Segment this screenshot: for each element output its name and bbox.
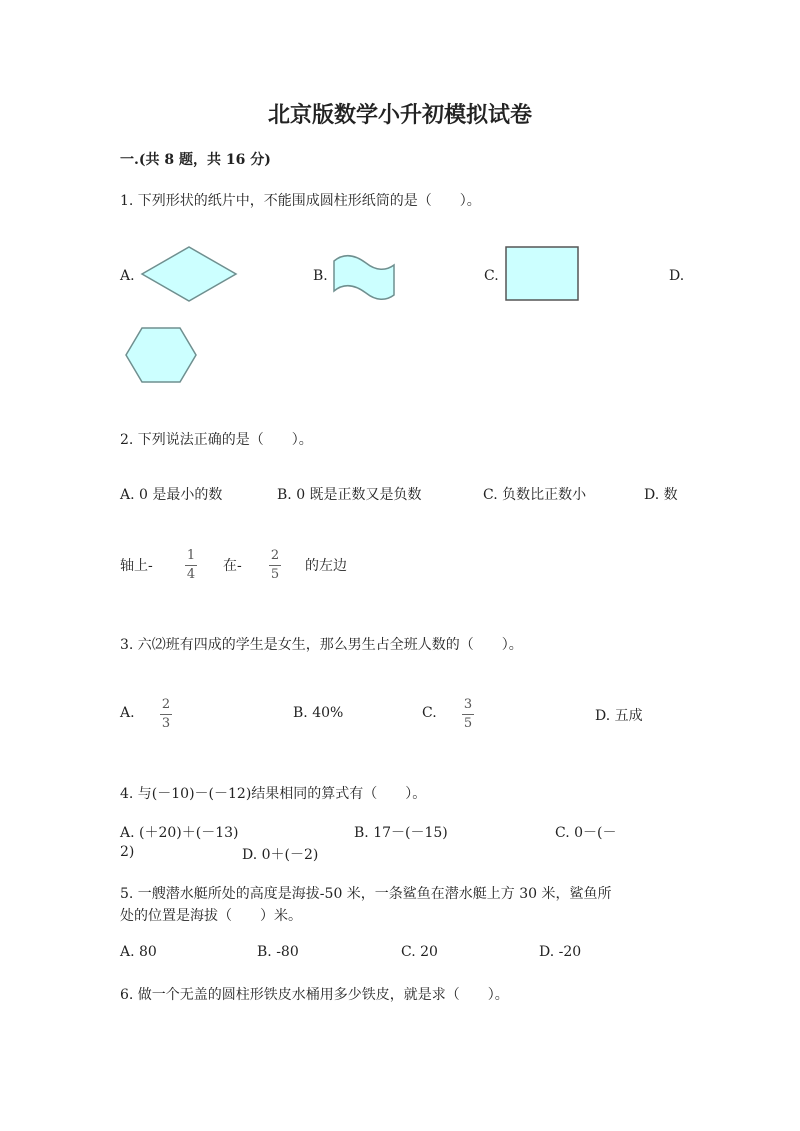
q3-option-a-fraction — [160, 698, 172, 731]
q1-wavy-sheet-shape — [332, 255, 396, 305]
q3-option-d: D. 五成 — [595, 708, 643, 724]
q5-option-c: C. 20 — [401, 944, 438, 960]
q3-option-a-label: A. — [120, 705, 135, 721]
question-5-line-1: 5. 一艘潜水艇所处的高度是海拔-50 米，一条鲨鱼在潜水艇上方 30 米，鲨鱼所 — [120, 886, 612, 902]
q2-option-d-cont-mid: 在- — [223, 558, 242, 574]
q2-option-b: B. 0 既是正数又是负数 — [277, 487, 422, 503]
fraction-bar — [462, 714, 474, 715]
q3-option-b: B. 40% — [293, 705, 344, 721]
q1-option-b-label: B. — [313, 268, 328, 284]
fraction-denominator: 5 — [270, 567, 280, 582]
fraction-numerator: 1 — [186, 548, 196, 563]
q2-option-d-cont-start: 轴上- — [120, 558, 153, 574]
question-1-text: 1. 下列形状的纸片中，不能围成圆柱形纸筒的是（ ）。 — [120, 193, 481, 209]
fraction-numerator: 2 — [270, 548, 280, 563]
fraction-denominator: 4 — [186, 567, 196, 582]
q3-option-c-label: C. — [422, 705, 437, 721]
question-2-text: 2. 下列说法正确的是（ ）。 — [120, 432, 313, 448]
q2-fraction-2 — [269, 549, 281, 582]
q5-option-b: B. -80 — [257, 944, 299, 960]
q2-option-c: C. 负数比正数小 — [483, 487, 587, 503]
q2-fraction-1 — [185, 549, 197, 582]
q1-hexagon-shape — [124, 327, 200, 385]
q4-option-c-cont: 2) — [120, 844, 135, 860]
page-title: 北京版数学小升初模拟试卷 — [267, 102, 532, 128]
q1-option-a-label: A. — [120, 268, 135, 284]
q1-option-d-label: D. — [669, 268, 685, 284]
question-3-text: 3. 六⑵班有四成的学生是女生，那么男生占全班人数的（ ）。 — [120, 637, 523, 653]
fraction-bar — [160, 714, 172, 715]
fraction-bar — [269, 565, 281, 566]
fraction-bar — [185, 565, 197, 566]
question-4-text: 4. 与(－10)－(－12)结果相同的算式有（ ）。 — [120, 786, 427, 802]
q4-option-a: A. (＋20)＋(－13) — [120, 825, 239, 841]
q2-option-d: D. 数 — [644, 487, 678, 503]
q4-option-d: D. 0＋(－2) — [242, 847, 319, 863]
q2-option-d-cont-end: 的左边 — [305, 558, 347, 574]
q1-rectangle-shape — [505, 246, 581, 302]
section-heading: 一.(共 8 题，共 16 分) — [120, 152, 271, 168]
q4-option-b: B. 17－(－15) — [354, 825, 448, 841]
q4-option-c: C. 0－(－ — [555, 825, 617, 841]
fraction-denominator: 3 — [161, 716, 171, 731]
q1-option-c-label: C. — [484, 268, 499, 284]
q3-option-c-fraction — [462, 698, 474, 731]
q1-rhombus-shape — [140, 245, 240, 305]
fraction-denominator: 5 — [463, 716, 473, 731]
question-6-text: 6. 做一个无盖的圆柱形铁皮水桶用多少铁皮，就是求（ ）。 — [120, 987, 509, 1003]
question-5-line-2: 处的位置是海拔（ ）米。 — [120, 908, 302, 924]
fraction-numerator: 3 — [463, 697, 473, 712]
q5-option-a: A. 80 — [120, 944, 157, 960]
q5-option-d: D. -20 — [539, 944, 582, 960]
q2-option-a: A. 0 是最小的数 — [120, 487, 223, 503]
fraction-numerator: 2 — [161, 697, 171, 712]
